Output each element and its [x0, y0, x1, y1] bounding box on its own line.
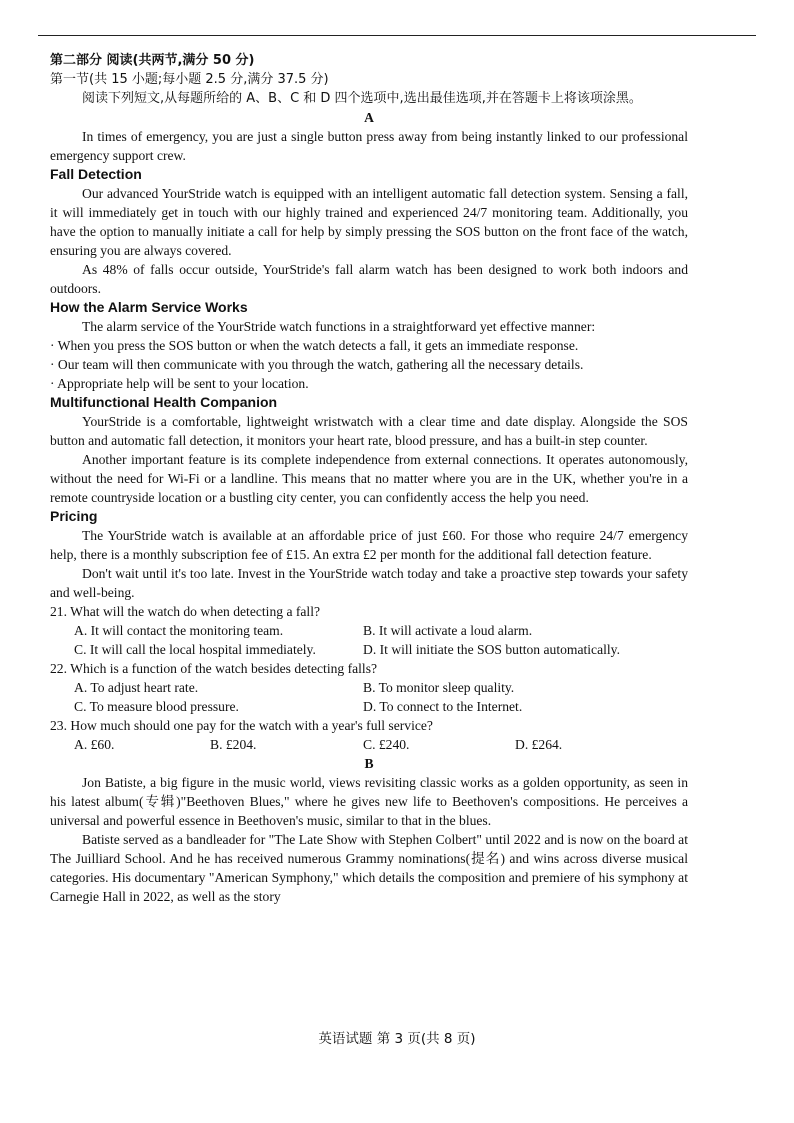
- instructions: 阅读下列短文,从每题所给的 A、B、C 和 D 四个选项中,选出最佳选项,并在答题卡上将该项涂黑。: [82, 91, 642, 106]
- passage-b-label: B: [364, 756, 374, 771]
- passage-a-paragraph: The YourStride watch is available at an affordable price of just £60. For those who require 24/7 emergency help, there is a monthly subscription fee of £15. An extra £2 per month for the additional fall detection feature.: [50, 528, 688, 562]
- page-footer: 英语试题 第 3 页(共 8 页): [318, 1031, 476, 1047]
- bullet-item: · Our team will then communicate with you through the watch, gathering all the necessary details.: [50, 357, 584, 372]
- passage-a-paragraph: As 48% of falls occur outside, YourStride's fall alarm watch has been designed to work both indoors and outdoors.: [50, 262, 688, 296]
- question-22-options-row2: [50, 697, 688, 716]
- option-a[interactable]: A. To adjust heart rate.: [74, 680, 199, 695]
- option-b[interactable]: B. To monitor sleep quality.: [363, 680, 515, 695]
- passage-a-paragraph: Our advanced YourStride watch is equipped with an intelligent automatic fall detection system. Sensing a fall, it will immediately get in touch with our highly trained and experienced 24/7 monitoring team. Additionally, you have the option to manually initiate a call for help by simply pressing the SOS button on the front face of the watch, ensuring you are always covered.: [50, 186, 688, 258]
- option-b[interactable]: B. £204.: [210, 737, 257, 752]
- option-d[interactable]: D. £264.: [515, 737, 563, 752]
- option-a[interactable]: A. £60.: [74, 737, 115, 752]
- question-21-options-row1: [50, 621, 688, 640]
- section-title: 第一节(共 15 小题;每小题 2.5 分,满分 37.5 分): [50, 72, 329, 87]
- option-c[interactable]: C. £240.: [363, 737, 410, 752]
- question-22-stem: 22. Which is a function of the watch besides detecting falls?: [50, 661, 378, 676]
- option-c[interactable]: C. To measure blood pressure.: [74, 699, 239, 714]
- bullet-item: · Appropriate help will be sent to your location.: [50, 376, 309, 391]
- option-b[interactable]: B. It will activate a loud alarm.: [363, 623, 533, 638]
- top-rule: [38, 35, 756, 36]
- passage-a-paragraph: Don't wait until it's too late. Invest in the YourStride watch today and take a proactive step towards your safety and well-being.: [50, 566, 688, 600]
- question-23-options: [50, 735, 688, 754]
- passage-b-paragraph: Jon Batiste, a big figure in the music world, views revisiting classic works as a golden opportunity, as seen in his latest album(专辑)"Beethoven Blues," where he gives new life to Beethoven's compositions. He perceives a universal and powerful essence in Beethoven's music, similar to that in the blues.: [50, 775, 688, 828]
- heading-health-companion: Multifunctional Health Companion: [50, 394, 278, 410]
- heading-fall-detection: Fall Detection: [50, 166, 142, 182]
- passage-a-intro: In times of emergency, you are just a single button press away from being instantly linked to our professional emergency support crew.: [50, 129, 688, 163]
- option-c[interactable]: C. It will call the local hospital immediately.: [74, 642, 316, 657]
- question-22-options-row1: [50, 678, 688, 697]
- heading-alarm-service: How the Alarm Service Works: [50, 299, 248, 315]
- question-21-options-row2: [50, 640, 688, 659]
- page-content: [50, 51, 688, 906]
- option-d[interactable]: D. To connect to the Internet.: [363, 699, 523, 714]
- bullet-item: · When you press the SOS button or when the watch detects a fall, it gets an immediate response.: [50, 338, 579, 353]
- option-d[interactable]: D. It will initiate the SOS button automatically.: [363, 642, 620, 657]
- passage-b-paragraph: Batiste served as a bandleader for "The Late Show with Stephen Colbert" until 2022 and is now on the board at The Juilliard School. And he has received numerous Grammy nominations(提名) and wins across diverse musical categories. His documentary "American Symphony," which details the composition and premiere of his symphony at Carnegie Hall in 2022, as well as the story: [50, 832, 688, 904]
- question-23-stem: 23. How much should one pay for the watch with a year's full service?: [50, 718, 433, 733]
- part-title: 第二部分 阅读(共两节,满分 50 分): [50, 53, 255, 68]
- passage-a-label: A: [364, 110, 374, 125]
- option-a[interactable]: A. It will contact the monitoring team.: [74, 623, 284, 638]
- heading-pricing: Pricing: [50, 508, 98, 524]
- passage-a-paragraph: Another important feature is its complete independence from external connections. It operates autonomously, without the need for Wi-Fi or a landline. This means that no matter where you are in the UK, whether you're in a remote countryside location or a bustling city center, you can confidently access the help you need.: [50, 452, 688, 505]
- passage-a-paragraph: YourStride is a comfortable, lightweight wristwatch with a clear time and date display. Alongside the SOS button and automatic fall detection, it monitors your heart rate, blood pressure, and has a built-in step counter.: [50, 414, 688, 448]
- passage-a-paragraph: The alarm service of the YourStride watch functions in a straightforward yet effective manner:: [82, 319, 596, 334]
- question-21-stem: 21. What will the watch do when detecting a fall?: [50, 604, 321, 619]
